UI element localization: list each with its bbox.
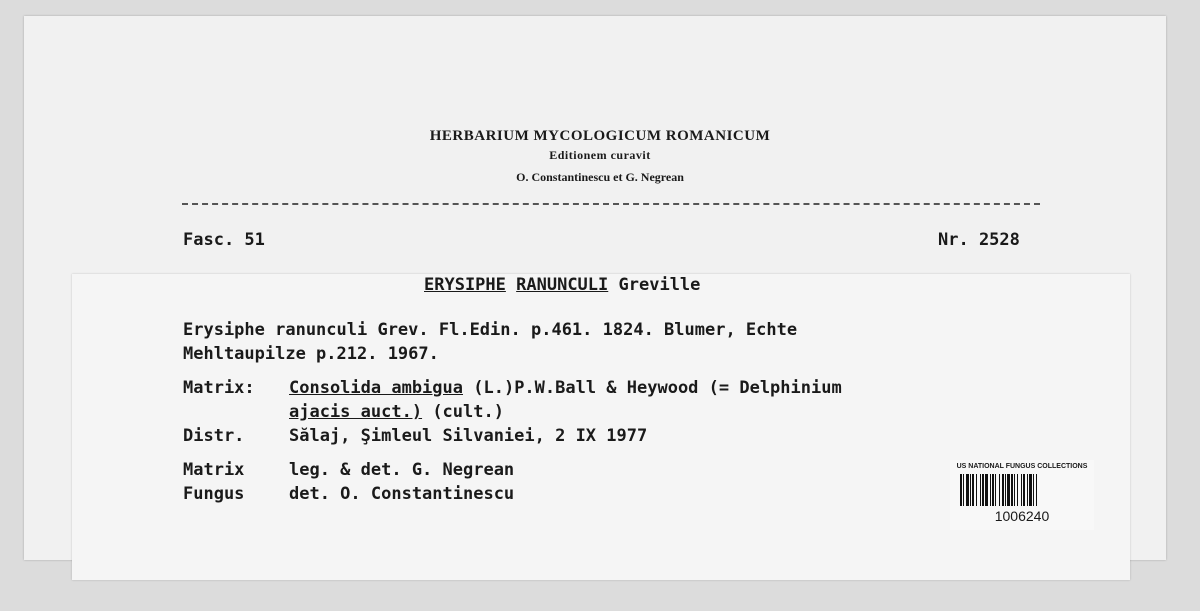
barcode-header: US NATIONAL FUNGUS COLLECTIONS (956, 463, 1088, 470)
species-genus: ERYSIPHE (424, 275, 506, 295)
fascicle-number: Fasc. 51 (183, 230, 265, 250)
species-author: Greville (618, 275, 701, 295)
barcode-number: 1006240 (994, 508, 1050, 524)
citation-line-1: Erysiphe ranunculi Grev. Fl.Edin. p.461. 1824. Blumer, Echte (183, 320, 798, 340)
distr-label: Distr. (183, 426, 245, 446)
matrix-label: Matrix: (183, 378, 255, 398)
barcode-label (950, 460, 1094, 530)
citation-line-2: Mehltaupilze p.212. 1967. (183, 344, 439, 364)
matrix-host-line-1 (289, 378, 842, 398)
matrix-cultivated: (cult.) (432, 402, 504, 422)
matrix-host-line-2 (289, 402, 504, 422)
specimen-number: Nr. 2528 (938, 230, 1020, 250)
matrix-collector-label: Matrix (183, 460, 245, 480)
fungus-determiner-label: Fungus (183, 484, 245, 504)
label-header (0, 126, 1200, 190)
matrix-synonym: ajacis auct.) (289, 402, 423, 422)
species-name (424, 275, 700, 295)
header-divider (182, 203, 1040, 205)
fungus-determiner-value: det. O. Constantinescu (289, 484, 515, 504)
matrix-host-name: Consolida ambigua (289, 378, 463, 398)
barcode-icon (960, 474, 1084, 506)
herbarium-title: HERBARIUM MYCOLOGICUM ROMANICUM (429, 128, 771, 144)
distr-value: Sălaj, Şimleul Silvaniei, 2 IX 1977 (289, 426, 648, 446)
edition-line: Editionem curavit (549, 148, 651, 162)
matrix-collector-value: leg. & det. G. Negrean (289, 460, 515, 480)
species-epithet: RANUNCULI (516, 275, 609, 295)
editors-line: O. Constantinescu et G. Negrean (516, 170, 684, 184)
matrix-host-authority: (L.)P.W.Ball & Heywood (= Delphinium (473, 378, 842, 398)
